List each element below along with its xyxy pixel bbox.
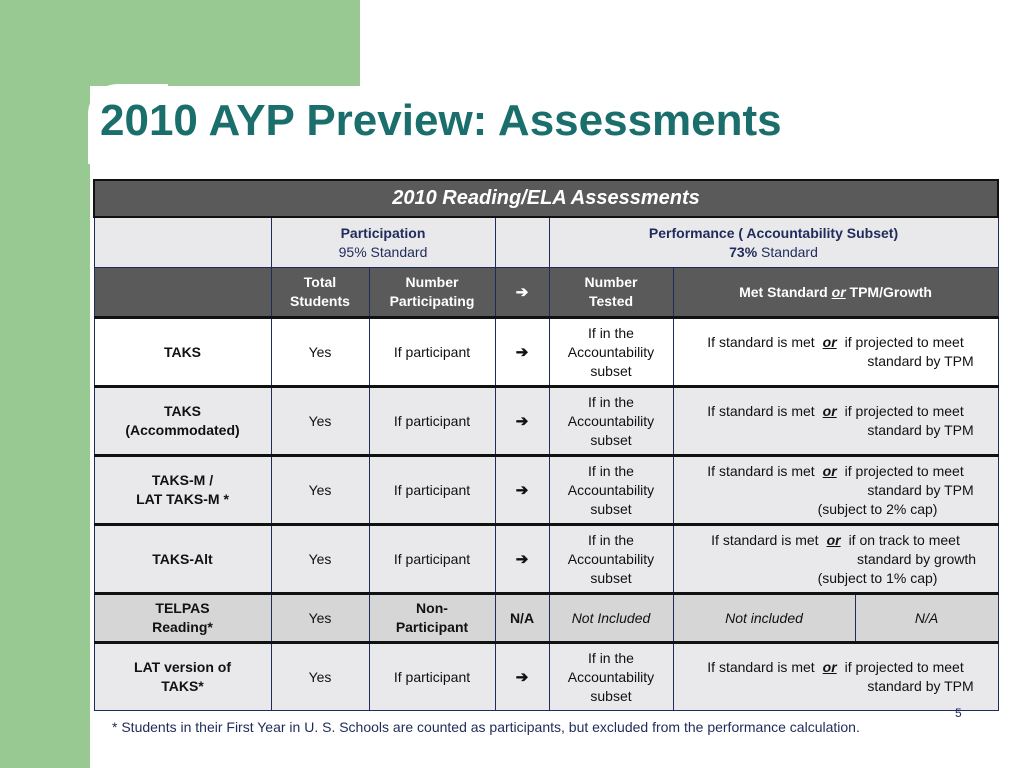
arrow-right-icon: [495, 387, 549, 456]
tested-line1: If in the: [588, 462, 634, 479]
met-pre: If standard is met: [707, 334, 815, 350]
row-label-line2: (Accommodated): [125, 422, 240, 438]
table-row: [94, 643, 998, 711]
row-label: [94, 594, 271, 643]
met-cell-b: N/A: [855, 594, 998, 643]
tested-line2: Accountability: [567, 343, 655, 360]
met-line2: standard by TPM: [867, 353, 974, 369]
participating-cell: If participant: [369, 456, 495, 525]
performance-standard: Standard: [757, 243, 818, 260]
row-label-line1: TAKS-Alt: [152, 550, 213, 567]
green-top-band: [0, 0, 360, 86]
row-label-line2: TAKS*: [161, 678, 204, 694]
arrow-right-icon: [495, 318, 549, 387]
row-label: [94, 318, 271, 387]
tested-line1: If in the: [588, 324, 634, 341]
arrow-glyph: ➔: [515, 550, 529, 568]
total-cell: Yes: [271, 525, 369, 594]
empty-header-cell: [94, 268, 271, 318]
arrow-glyph: ➔: [515, 343, 529, 361]
met-or: or: [822, 659, 837, 675]
tested-line2: Accountability: [567, 668, 655, 685]
row-label-line1: TAKS-M /: [151, 472, 214, 488]
met-post: if on track to meet: [848, 531, 960, 548]
met-or: or: [826, 531, 841, 548]
met-pre: If standard is met: [711, 531, 819, 548]
row-label-line1: TAKS: [163, 403, 202, 419]
arrow-right-icon: [495, 268, 549, 318]
performance-cell: [549, 217, 998, 268]
total-cell: Yes: [271, 318, 369, 387]
met-line3: (subject to 2% cap): [817, 500, 938, 517]
met-post: if projected to meet: [844, 334, 964, 350]
green-side-band: [0, 0, 90, 768]
standards-row: [94, 217, 998, 268]
table-caption: 2010 Reading/ELA Assessments: [94, 180, 998, 217]
met-line2: standard by TPM: [867, 678, 974, 694]
participating-cell: If participant: [369, 318, 495, 387]
row-label: [94, 387, 271, 456]
tested-line3: subset: [590, 500, 632, 517]
participating-cell: If participant: [369, 387, 495, 456]
tested-cell: [549, 318, 673, 387]
met-post: if projected to meet: [844, 403, 964, 419]
participation-cell: [271, 217, 495, 268]
met-line2: standard by TPM: [867, 422, 974, 438]
col-tested-line1: Number: [584, 274, 638, 290]
col-number-tested: [549, 268, 673, 318]
arrow-right-icon: [495, 643, 549, 711]
assessments-table: [93, 179, 999, 711]
total-cell: Yes: [271, 456, 369, 525]
row-label-line2: LAT TAKS-M *: [136, 491, 229, 507]
table-row: [94, 594, 998, 643]
arrow-glyph: ➔: [515, 283, 529, 301]
col-tested-line2: Tested: [588, 293, 634, 309]
tested-line3: subset: [590, 687, 632, 704]
met-cell: [673, 643, 998, 711]
performance-pct: 73%: [729, 243, 758, 260]
tested-cell: [549, 456, 673, 525]
row-label-line1: LAT version of: [134, 659, 231, 675]
participating-line1: Non-: [416, 600, 448, 616]
arrow-glyph: ➔: [515, 412, 529, 430]
empty-cell: [495, 217, 549, 268]
arrow-glyph: ➔: [515, 481, 529, 499]
tested-line2: Accountability: [567, 412, 655, 429]
table-caption-row: [94, 180, 998, 217]
tested-line3: subset: [590, 569, 632, 586]
total-cell: Yes: [271, 387, 369, 456]
col-number-participating: [369, 268, 495, 318]
na-cell: N/A: [495, 594, 549, 643]
met-pre: If standard is met: [707, 462, 815, 479]
met-line2: standard by growth: [856, 550, 977, 567]
row-label-line1: TELPAS: [155, 600, 210, 616]
met-line3: (subject to 1% cap): [817, 569, 938, 586]
tested-cell: [549, 387, 673, 456]
col-total-line1: Total: [303, 274, 337, 290]
table-row: [94, 456, 998, 525]
met-or: or: [822, 334, 837, 350]
col-total-line2: Students: [290, 293, 350, 309]
row-label: [94, 456, 271, 525]
participating-cell: If participant: [369, 525, 495, 594]
tested-line2: Accountability: [567, 550, 655, 567]
met-cell: [673, 525, 998, 594]
participation-standard: 95% Standard: [338, 243, 428, 260]
met-post: if projected to meet: [844, 462, 964, 479]
slide-title: 2010 AYP Preview: Assessments: [100, 96, 782, 145]
row-label: [94, 525, 271, 594]
met-pre: If standard is met: [707, 659, 815, 675]
row-label-line1: TAKS: [163, 343, 202, 360]
met-cell: [673, 387, 998, 456]
participation-header: Participation: [340, 224, 426, 241]
tested-line3: subset: [590, 362, 632, 379]
col-met-pre: Met Standard: [739, 283, 832, 300]
arrow-glyph: ➔: [515, 668, 529, 686]
met-cell: [673, 456, 998, 525]
footnote: * Students in their First Year in U. S. Schools are counted as participants, but excluded from the performance calculation.: [112, 719, 860, 735]
col-participating-line1: Number: [405, 274, 459, 290]
met-cell: [673, 318, 998, 387]
participating-cell: If participant: [369, 643, 495, 711]
total-cell: Yes: [271, 594, 369, 643]
table-row: [94, 387, 998, 456]
tested-line3: subset: [590, 431, 632, 448]
col-met-post: TPM/Growth: [845, 283, 932, 300]
table-row: [94, 525, 998, 594]
performance-header: Performance ( Accountability Subset): [648, 224, 899, 241]
participating-cell: [369, 594, 495, 643]
tested-cell: [549, 525, 673, 594]
col-participating-line2: Participating: [389, 293, 475, 309]
row-label-line2: Reading*: [152, 619, 213, 635]
tested-line2: Accountability: [567, 481, 655, 498]
tested-cell: [549, 643, 673, 711]
col-met-standard: [673, 268, 998, 318]
met-pre: If standard is met: [707, 403, 815, 419]
page-number: 5: [955, 706, 962, 720]
table-row: [94, 318, 998, 387]
total-cell: Yes: [271, 643, 369, 711]
participating-line2: Participant: [395, 619, 469, 635]
empty-cell: [94, 217, 271, 268]
col-total-students: [271, 268, 369, 318]
met-post: if projected to meet: [844, 659, 964, 675]
arrow-right-icon: [495, 525, 549, 594]
col-met-or: or: [831, 283, 846, 300]
tested-cell: Not Included: [549, 594, 673, 643]
tested-line1: If in the: [588, 531, 634, 548]
met-cell-a: Not included: [673, 594, 855, 643]
arrow-right-icon: [495, 456, 549, 525]
tested-line1: If in the: [588, 649, 634, 666]
met-line2: standard by TPM: [867, 481, 974, 498]
met-or: or: [822, 403, 837, 419]
column-header-row: [94, 268, 998, 318]
row-label: [94, 643, 271, 711]
met-or: or: [822, 462, 837, 479]
tested-line1: If in the: [588, 393, 634, 410]
